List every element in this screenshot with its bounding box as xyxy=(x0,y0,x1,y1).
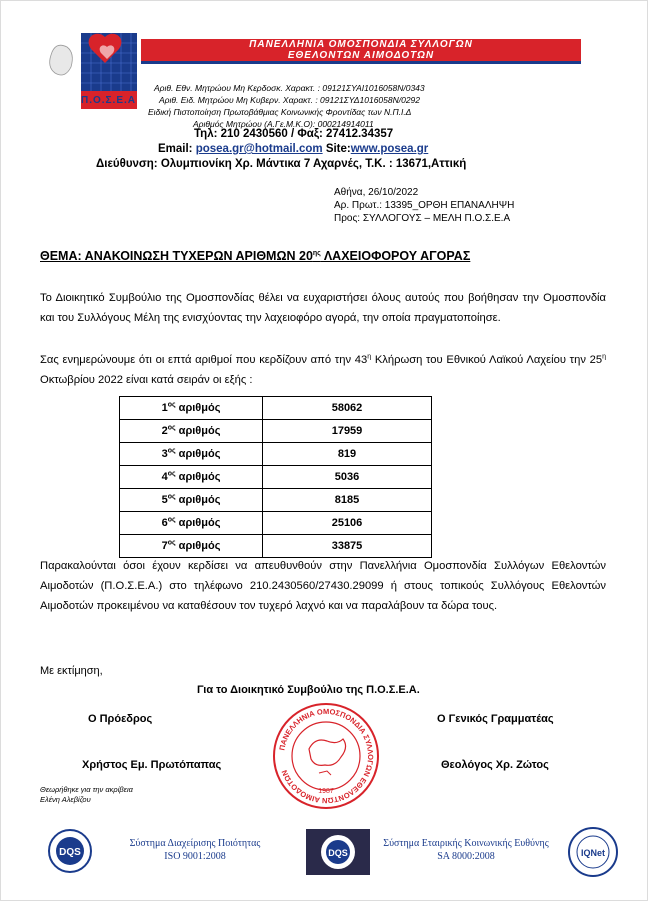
dqs-label: DQS xyxy=(59,847,81,858)
registry-line-4: Αριθμός Μητρώου (Α.Γε.Μ.Κ.Ο): 000214914011 xyxy=(193,119,374,129)
para2-sup2: η xyxy=(602,353,606,361)
registry-line-1: Αριθ. Εθν. Μητρώου Μη Κερδοσκ. Χαρακτ. : 09121ΣΥΑΙ1016058Ν/0343 xyxy=(154,83,425,93)
table-row xyxy=(120,443,432,466)
registry-line-2: Αριθ. Ειδ. Μητρώου Μη Κυβερν. Χαρακτ. : 09121ΣΥΔ1016058Ν/0292 xyxy=(159,95,421,105)
seal-ring-text: ΠΑΝΕΛΛΗΝΙΑ ΟΜΟΣΠΟΝΔΙΑ ΣΥΛΛΟΓΩΝ ΕΘΕΛΟΝΤΩΝ ΑΙΜΟΔΟΤΩΝ xyxy=(277,706,376,806)
social-line-1: Σύστημα Εταιρικής Κοινωνικής Ευθύνης xyxy=(383,838,549,849)
banner-line-1: ΠΑΝΕΛΛΗΝΙΑ ΟΜΟΣΠΟΝΔΙΑ ΣΥΛΛΟΓΩΝ xyxy=(249,39,473,50)
winning-number-cell: 33875 xyxy=(263,535,432,558)
subject-text-before: ΘΕΜΑ: ΑΝΑΚΟΙΝΩΣΗ ΤΥΧΕΡΩΝ ΑΡΙΘΜΩΝ 20 xyxy=(40,249,313,263)
header-banner-stripe xyxy=(141,61,581,64)
official-seal xyxy=(271,701,381,811)
social-line-2: SA 8000:2008 xyxy=(437,851,495,862)
ordinal-cell: $5^{o\varsigma}$ αριθμός xyxy=(120,489,263,512)
winning-number-cell: 8185 xyxy=(263,489,432,512)
iqnet-logo xyxy=(567,826,619,883)
verified-line-2: Ελένη Αλεβίζου xyxy=(40,795,91,804)
paragraph-instructions: Παρακαλούνται όσοι έχουν κερδίσει να απευθυνθούν στην Πανελλήνια Ομοσπονδία Συλλόγων Εθελοντών Αιμοδοτών (Π.Ο.Σ.Ε.Α.) στο τηλέφωνο 210.2430560/27430.29099 ή στους τοπικούς Συλλόγους Εθελοντών Αιμοδοτών προκειμένου να καταθέσουν τον τυχερό λαχνό και να παραλάβουν τα δώρα τους. xyxy=(40,560,606,612)
ordinal-cell: $7^{o\varsigma}$ αριθμός xyxy=(120,535,263,558)
winning-numbers-table xyxy=(119,396,432,558)
para2-a: Σας ενημερώνουμε ότι οι επτά αριθμοί που κερδίζουν από την 43 xyxy=(40,354,368,366)
table-row xyxy=(120,512,432,535)
verified-line-1: Θεωρήθηκε για την ακρίβεια xyxy=(40,785,133,794)
banner-line-2: ΕΘΕΛΟΝΤΩΝ ΑΙΜΟΔΟΤΩΝ xyxy=(287,50,435,61)
social-responsibility-text xyxy=(371,837,561,863)
winning-number-cell: 819 xyxy=(263,443,432,466)
table-row xyxy=(120,397,432,420)
subject-line xyxy=(40,249,470,263)
quality-system-text xyxy=(105,837,285,863)
quality-line-1: Σύστημα Διαχείρισης Ποιότητας xyxy=(129,838,261,849)
email-link[interactable]: posea.gr@hotmail.com xyxy=(195,143,323,155)
recipient-line: Προς: ΣΥΛΛΟΓΟΥΣ – ΜΕΛΗ Π.Ο.Σ.Ε.Α xyxy=(334,213,511,224)
dqs-social-logo xyxy=(306,829,370,880)
ordinal-cell: $2^{o\varsigma}$ αριθμός xyxy=(120,420,263,443)
president-name: Χρήστος Εμ. Πρωτόπαπας xyxy=(82,759,222,771)
winning-number-cell: 25106 xyxy=(263,512,432,535)
document-date: Αθήνα, 26/10/2022 xyxy=(334,187,419,198)
secretary-title: Ο Γενικός Γραμματέας xyxy=(437,713,554,725)
protocol-number: Αρ. Πρωτ.: 13395_ΟΡΘΗ ΕΠΑΝΑΛΗΨΗ xyxy=(334,200,515,211)
paragraph-thanks: Το Διοικητικό Συμβούλιο της Ομοσπονδίας θέλει να ευχαριστήσει όλους αυτούς που βοήθησαν την Ομοσπονδία και του Συλλόγους Μέλη της ενισχύοντας την λαχειοφόρο αγορά, την οποία πραγματοποίησε. xyxy=(40,292,606,324)
president-title: Ο Πρόεδρος xyxy=(88,713,153,725)
board-line: Για το Διοικητικό Συμβούλιο της Π.Ο.Σ.Ε.Α. xyxy=(197,684,420,696)
registry-line-3: Ειδική Πιστοποίηση Πρωτοβάθμιας Κοινωνικής Φροντίδας των Ν.Π.Ι.Δ xyxy=(148,107,412,117)
ordinal-cell: $6^{o\varsigma}$ αριθμός xyxy=(120,512,263,535)
table-row xyxy=(120,420,432,443)
email-label: Email: xyxy=(158,143,193,155)
para2-c: Οκτωβρίου 2022 είναι κατά σειράν οι εξής : xyxy=(40,374,253,386)
paragraph-announcement xyxy=(40,350,606,390)
address-line: Διεύθυνση: Ολυμπιονίκη Χρ. Μάντικα 7 Αχαρνές, Τ.Κ. : 13671,Αττική xyxy=(96,158,467,170)
dqs-certification-logo xyxy=(41,828,99,879)
para2-sup1: η xyxy=(367,353,372,361)
table-row xyxy=(120,535,432,558)
table-row xyxy=(120,489,432,512)
winning-number-cell: 17959 xyxy=(263,420,432,443)
verification-note xyxy=(40,785,133,805)
closing-regards: Με εκτίμηση, xyxy=(40,665,103,677)
winning-number-cell: 58062 xyxy=(263,397,432,420)
ordinal-cell: $1^{o\varsigma}$ αριθμός xyxy=(120,397,263,420)
email-site-line xyxy=(158,143,428,155)
ordinal-cell: $3^{o\varsigma}$ αριθμός xyxy=(120,443,263,466)
iqnet-label: IQNet xyxy=(580,848,606,858)
site-label: Site: xyxy=(325,143,351,155)
winning-number-cell: 5036 xyxy=(263,466,432,489)
subject-sup: ης xyxy=(312,249,321,257)
ordinal-cell: $4^{o\varsigma}$ αριθμός xyxy=(120,466,263,489)
subject-text-after: ΛΑΧΕΙΟΦΟΡΟΥ ΑΓΟΡΑΣ xyxy=(320,249,471,263)
quality-line-2: ISO 9001:2008 xyxy=(164,851,226,862)
dqs-social-label: DQS xyxy=(328,848,348,858)
phone-line: Τηλ: 210 2430560 / Φαξ: 27412.34357 xyxy=(194,128,394,140)
secretary-name: Θεολόγος Χρ. Ζώτος xyxy=(441,759,549,771)
para2-b: Κλήρωση του Εθνικού Λαϊκού Λαχείου την 25 xyxy=(371,354,603,366)
seal-year: 1987 xyxy=(318,788,334,795)
header-banner-text xyxy=(141,39,581,61)
table-row xyxy=(120,466,432,489)
site-link[interactable]: www.posea.gr xyxy=(350,143,429,155)
logo-label: Π.Ο.Σ.Ε.Α xyxy=(81,95,137,106)
